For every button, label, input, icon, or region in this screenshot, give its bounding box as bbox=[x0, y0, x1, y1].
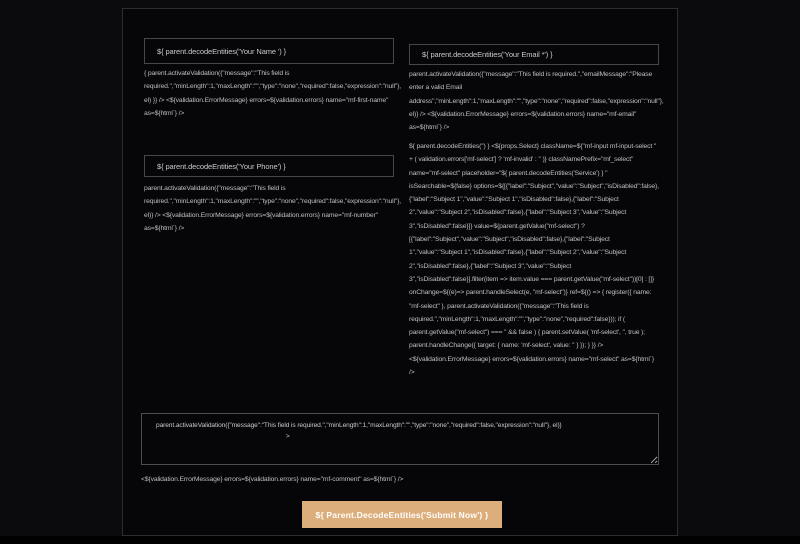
submit-button[interactable]: ${ Parent.DecodeEntities('Submit Now') } bbox=[302, 501, 502, 528]
select-template-code: ${ parent.decodeEntities('') } <${props.Select} className=${"mf-input mf-input-select " + ( validation.errors['mf-select'] ? 'mf-invalid' : '' )} classNamePrefix="mf_select" name="mf-select" placeholder="${ parent.decodeEntities('Service') } " isSearchable=${false} options=${[{"label":"Subject","value":"Subject","isDisabled":false}, {"label":"Subject 1","value":"Subject 1","isDisabled":false},{"label":"Subject 2","value":"Subject 2","isDisabled":false},{"label":"Subject 3","value":"Subject 3","isDisabled":false}]} value=${parent.getValue("mf-select") ? [{"label":"Subject","value":"Subject","isDisabled":false},{"label":"Subject 1","value":"Subject 1","isDisabled":false},{"label":"Subject 2","value":"Subject 2","isDisabled":false},{"label":"Subject 3","value":"Subject 3","isDisabled":false}].filter(item => item.value === parent.getValue("mf-select"))[0] : []} onChange=${(e)=> parent.handleSelect(e, "mf-select")} ref=${() => { register({ name: "mf-select" }, parent.activateValidation({"message":"This field is required.","minLength":1,"maxLength":"","type":"none","required":false})); if ( parent.getValue("mf-select") === '' && false ) { parent.setValue( 'mf-select', '', true ); parent.handleChange({ target: { name: 'mf-select', value: '' } }); } }} /> <${validation.ErrorMessage} errors=${validation.errors} name="mf-select" as=${html`} /> bbox=[409, 143, 659, 377]
bottom-strip bbox=[0, 536, 800, 544]
phone-validation-code: parent.activateValidation({"message":"This field is required.","minLength":1,"maxLength":"","type":"none","required":false,"expression":"null"}, el)} /> <${validation.ErrorMessage} errors=${validation.errors} name="mf-number" as=${html`} /> bbox=[144, 185, 401, 232]
email-input[interactable] bbox=[409, 44, 659, 65]
email-validation-code: parent.activateValidation({"message":"This field is required.","emailMessage":"Please enter a valid Email address","minLength":1,"maxLength":"","type":"none","required":false,"expression":"null"}, el)} /> <${validation.ErrorMessage} errors=${validation.errors} name="mf-email" as=${html`} /> bbox=[409, 71, 664, 132]
name-input[interactable] bbox=[144, 38, 394, 64]
name-validation-code: { parent.activateValidation({"message":"This field is required.","minLength":1,"maxLength":"","type":"none","required":false,"expression":"null"}, el) }} /> <${validation.ErrorMessage} errors=${validation.errors} name="mf-first-name" as=${html`} /> bbox=[144, 70, 401, 117]
message-textarea[interactable] bbox=[141, 413, 659, 465]
form-panel bbox=[122, 8, 678, 536]
phone-input[interactable] bbox=[144, 155, 394, 177]
comment-validation-code: <${validation.ErrorMessage} errors=${validation.errors} name="mf-comment" as=${html`} /> bbox=[141, 476, 404, 483]
